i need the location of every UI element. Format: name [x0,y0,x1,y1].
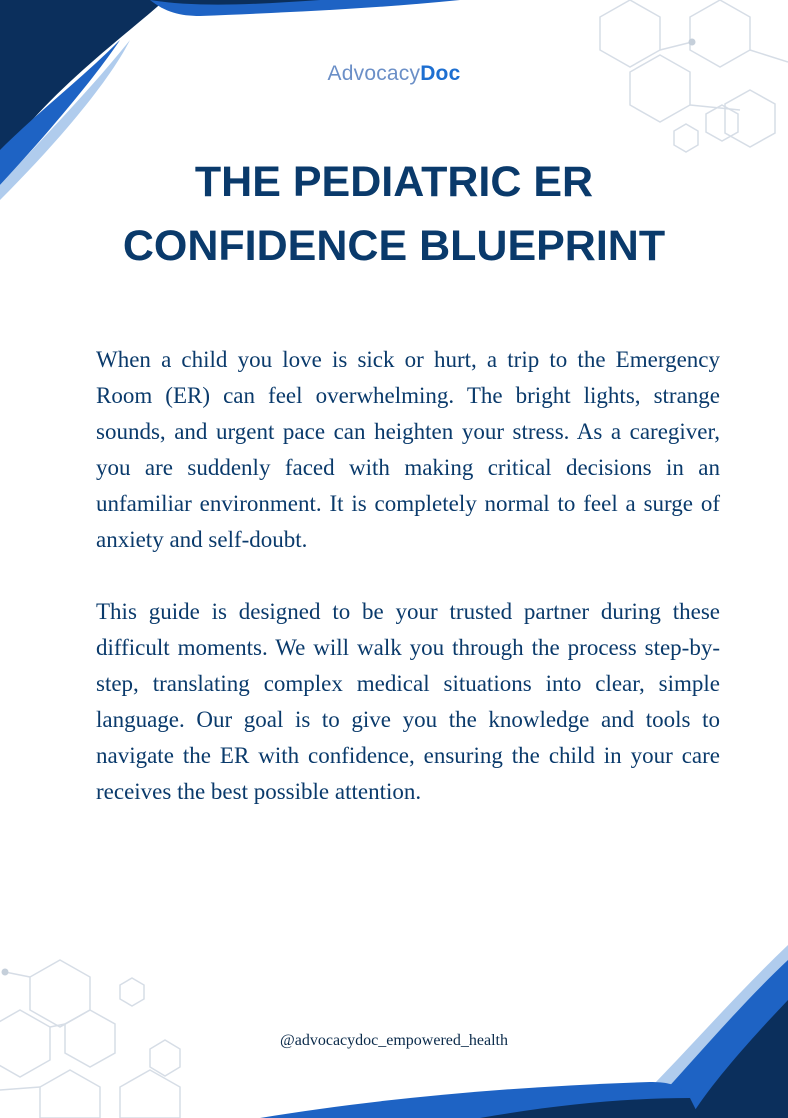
title-line-1: THE PEDIATRIC ER [194,158,594,206]
body-text [96,342,720,846]
top-arc [150,0,460,16]
brand-logo [0,62,788,86]
network-node [2,969,9,976]
guide-paragraph: This guide is designed to be your trusted partner during these difficult moments. We will walk you through the process step-by-step, translating complex medical situations into clear, simple language. Our goal is to give you the knowledge and tools to navigate the ER with confidence, ensuring the child in your care receives the best possible attention. [96,599,720,804]
brand-logo-part2: Doc [420,62,461,85]
page-title [60,150,728,278]
bottom-arc [260,1082,700,1118]
social-handle: @advocacydoc_empowered_health [280,1032,508,1049]
network-node [689,39,696,46]
intro-paragraph: When a child you love is sick or hurt, a trip to the Emergency Room (ER) can feel overwhelming. The bright lights, strange sounds, and urgent pace can heighten your stress. As a caregiver, you are suddenly faced with making critical decisions in an unfamiliar environment. It is completely normal to feel a surge of anxiety and self-doubt. [96,347,720,552]
brand-logo-part1: Advocacy [327,62,421,85]
title-line-2: CONFIDENCE BLUEPRINT [122,222,666,270]
